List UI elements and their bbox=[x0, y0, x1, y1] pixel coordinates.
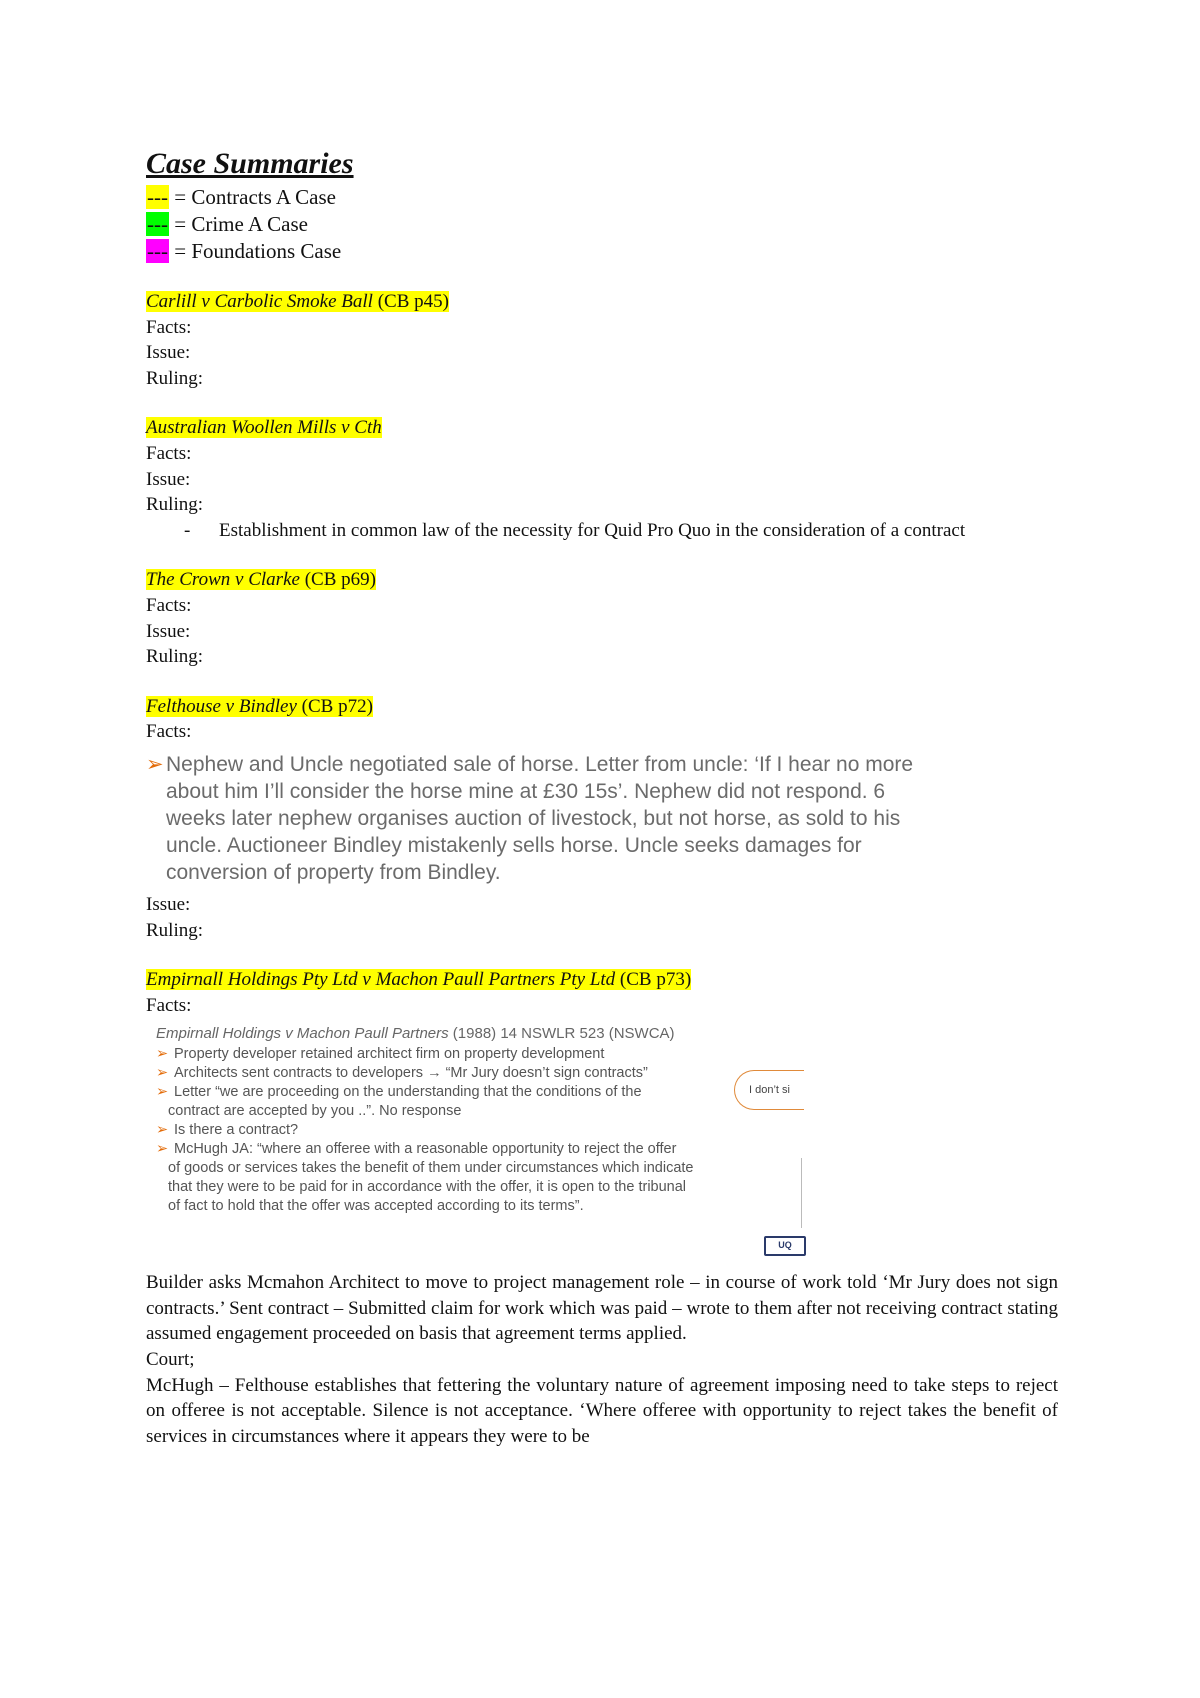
slide-bullet bbox=[156, 1140, 806, 1159]
slide-bullet-text: Architects sent contracts to developers → “Mr Jury doesn’t sign contracts” bbox=[174, 1065, 648, 1082]
case-crown-v-clarke bbox=[146, 567, 1058, 669]
case-felthouse-v-bindley bbox=[146, 694, 1058, 943]
arrow-bullet-icon: ➢ bbox=[146, 752, 164, 776]
slide-edge-line bbox=[801, 1158, 802, 1228]
slide-bullet-text: Nephew and Uncle negotiated sale of horse. Letter from uncle: ‘If I hear no more about him I’ll consider the horse mine at £30 15s’. Nephew did not respond. 6 weeks later nephew organises auction of livestock, but not horse, as sold to his uncle. Auctioneer Bindley mistakenly sells horse. Uncle seeks damages for conversion of property from Bindley. bbox=[166, 752, 914, 884]
slide-bullet bbox=[156, 1121, 806, 1140]
legend-text: = Contracts A Case bbox=[168, 185, 336, 209]
slide-title-citation: (1988) 14 NSWLR 523 (NSWCA) bbox=[448, 1025, 675, 1043]
case-name: Carlill v Carbolic Smoke Ball bbox=[146, 291, 373, 312]
case-body-paragraph: Builder asks Mcmahon Architect to move to project management role – in course of work told ‘Mr Jury does not sign contracts.’ Sent contract – Submitted claim for work which was paid – wrote to them after not receiving contract stating assumed engagement proceeded on basis that agreement terms applied. bbox=[146, 1272, 1058, 1345]
facts-label: Facts: bbox=[146, 994, 192, 1016]
arrow-bullet-icon: ➢ bbox=[156, 1122, 169, 1139]
case-carlill bbox=[146, 289, 1058, 391]
case-ref: (CB p72) bbox=[296, 695, 373, 717]
legend-contracts bbox=[146, 184, 1058, 211]
case-heading bbox=[146, 569, 376, 590]
facts-label: Facts: bbox=[146, 594, 192, 616]
slide-bullet-text: Letter “we are proceeding on the understanding that the conditions of the bbox=[174, 1084, 642, 1101]
ruling-label: Ruling: bbox=[146, 494, 204, 516]
slide-bullet bbox=[156, 1064, 806, 1083]
case-ref: (CB p73) bbox=[615, 969, 692, 991]
ruling-label: Ruling: bbox=[146, 367, 204, 389]
facts-label: Facts: bbox=[146, 316, 192, 338]
case-heading bbox=[146, 417, 382, 438]
slide-bullet-text: McHugh JA: “where an offeree with a reasonable opportunity to reject the offer bbox=[174, 1141, 677, 1158]
legend-crime bbox=[146, 211, 1058, 238]
case-empirnall-holdings bbox=[146, 967, 1058, 1449]
slide-bullet bbox=[146, 751, 926, 886]
slide-bullet-continuation: of goods or services takes the benefit of them under circumstances which indicate bbox=[168, 1160, 694, 1177]
ruling-label: Ruling: bbox=[146, 646, 204, 668]
slide-bullet-text: Property developer retained architect firm on property development bbox=[174, 1046, 605, 1063]
case-name: Empirnall Holdings Pty Ltd v Machon Paull Partners Pty Ltd bbox=[146, 969, 616, 991]
legend-swatch-yellow: --- bbox=[147, 185, 168, 209]
document-content bbox=[146, 146, 1058, 1449]
legend-foundations bbox=[146, 238, 1058, 265]
issue-label: Issue: bbox=[146, 468, 191, 490]
slide-bullet bbox=[156, 1083, 806, 1102]
arrow-bullet-icon: ➢ bbox=[156, 1141, 169, 1158]
legend-swatch-green: --- bbox=[147, 212, 168, 236]
ruling-point bbox=[146, 518, 1058, 544]
case-name: Felthouse v Bindley bbox=[146, 695, 297, 717]
case-australian-woollen-mills bbox=[146, 415, 1058, 543]
arrow-bullet-icon: ➢ bbox=[156, 1065, 169, 1082]
case-ref: (CB p69) bbox=[299, 569, 376, 591]
facts-slide-excerpt bbox=[146, 751, 926, 886]
case-name: The Crown v Clarke bbox=[146, 569, 300, 591]
case-heading bbox=[146, 291, 449, 312]
case-heading bbox=[146, 696, 373, 717]
issue-label: Issue: bbox=[146, 342, 191, 364]
slide-bullet-continuation: of fact to hold that the offer was accepted according to its terms”. bbox=[168, 1198, 584, 1215]
university-logo-icon: UQ bbox=[764, 1236, 806, 1256]
slide-bullet-continuation: that they were to be paid for in accordance with the offer, it is open to the tribunal bbox=[168, 1179, 687, 1196]
slide-callout-bubble: I don’t si bbox=[734, 1070, 804, 1110]
slide-title-case: Empirnall Holdings v Machon Paull Partners bbox=[156, 1025, 449, 1043]
slide-title bbox=[156, 1024, 806, 1043]
legend-swatch-magenta: --- bbox=[147, 239, 168, 263]
slide-bullet-continuation: contract are accepted by you ..”. No response bbox=[168, 1103, 462, 1120]
slide-bullet-text: Is there a contract? bbox=[174, 1122, 299, 1139]
issue-label: Issue: bbox=[146, 620, 191, 642]
lecture-slide-image bbox=[156, 1024, 806, 1256]
legend-text: = Foundations Case bbox=[168, 239, 342, 263]
arrow-bullet-icon: ➢ bbox=[156, 1084, 169, 1101]
case-body-paragraph: McHugh – Felthouse establishes that fettering the voluntary nature of agreement imposing need to take steps to reject on offeree is not acceptable. Silence is not acceptance. ‘Where offeree with opportunity to reject takes the benefit of services in circumstances where it appears they were to be bbox=[146, 1374, 1058, 1447]
ruling-label: Ruling: bbox=[146, 919, 204, 941]
facts-label: Facts: bbox=[146, 442, 192, 464]
facts-label: Facts: bbox=[146, 721, 192, 743]
court-label: Court; bbox=[146, 1349, 195, 1371]
dash-bullet: - bbox=[184, 519, 191, 541]
issue-label: Issue: bbox=[146, 893, 191, 915]
case-name: Australian Woollen Mills v Cth bbox=[146, 417, 382, 439]
ruling-point-text: Establishment in common law of the necessity for Quid Pro Quo in the consideration of a contract bbox=[219, 519, 966, 541]
arrow-bullet-icon: ➢ bbox=[156, 1046, 169, 1063]
case-heading bbox=[146, 969, 691, 990]
slide-bullet bbox=[156, 1045, 806, 1064]
case-ref: (CB p45) bbox=[372, 291, 449, 312]
page-title: Case Summaries bbox=[146, 147, 354, 180]
legend-text: = Crime A Case bbox=[168, 212, 308, 236]
